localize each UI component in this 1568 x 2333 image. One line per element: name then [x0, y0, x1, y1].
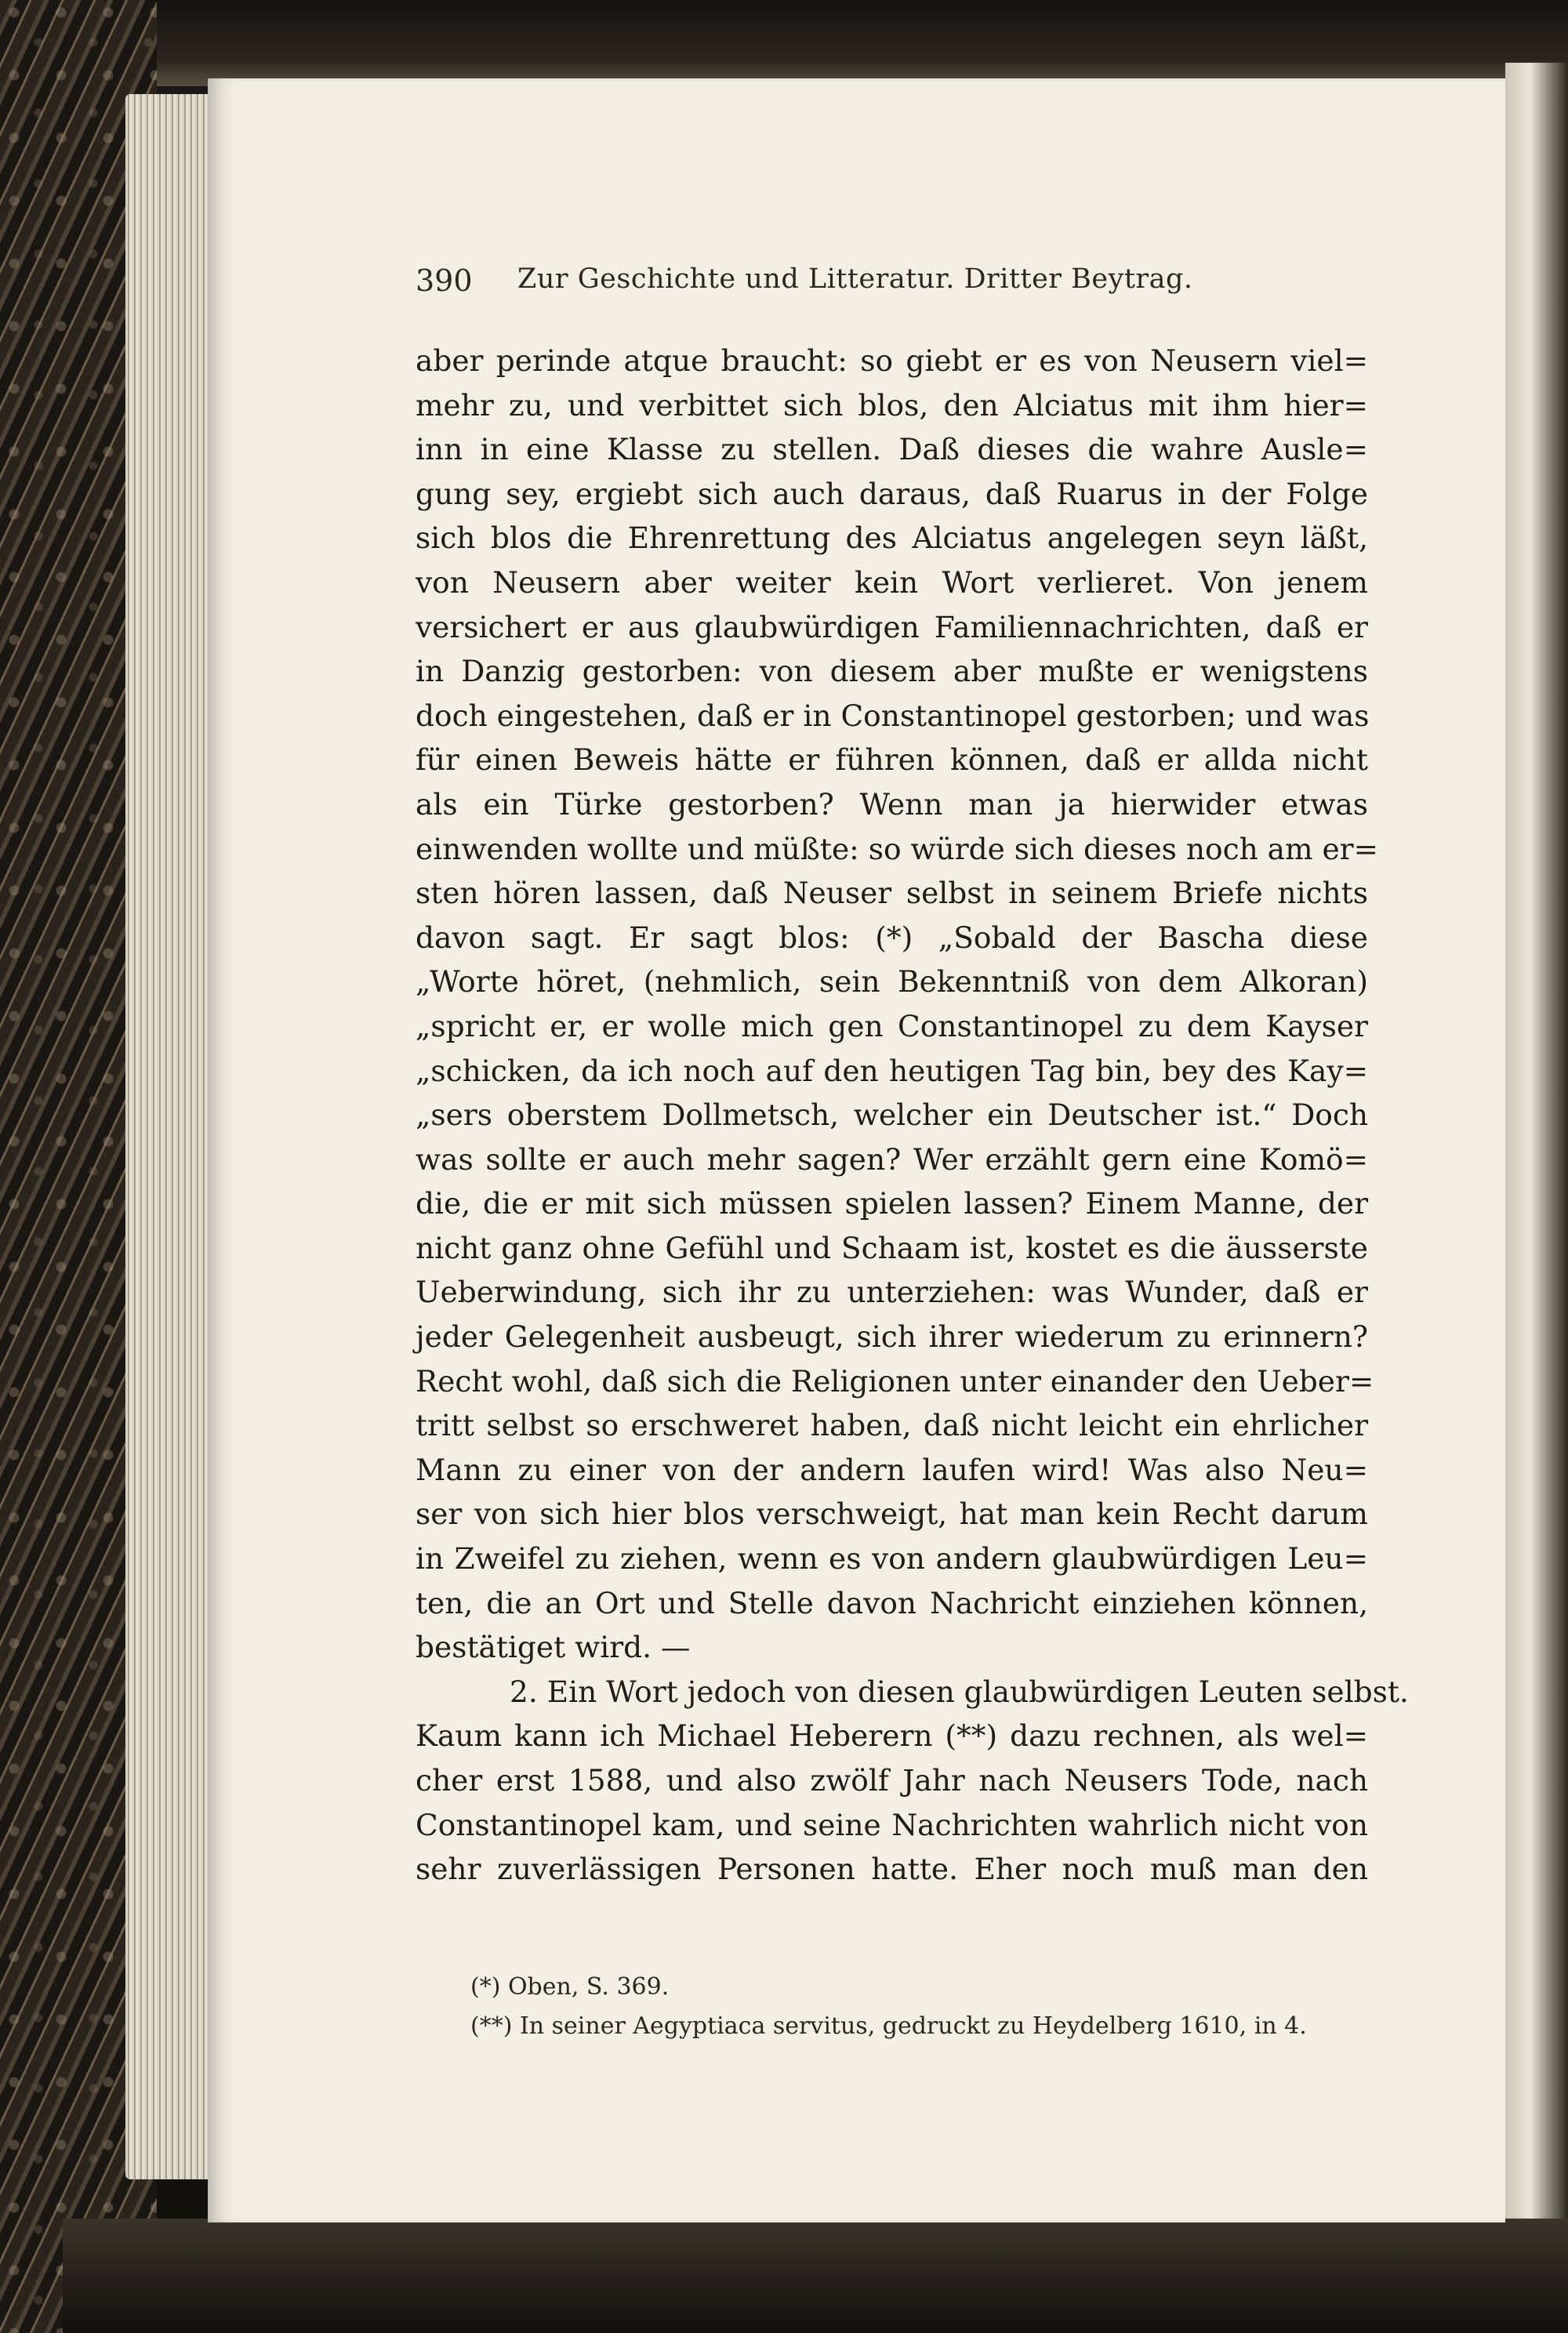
text-line: „Worte höret, (nehmlich, sein Bekenntniß von dem Alkoran) — [416, 964, 1368, 1000]
text-line: versichert er aus glaubwürdigen Familiennachrichten, daß er — [416, 609, 1368, 644]
text-line: was sollte er auch mehr sagen? Wer erzählt gern eine Komö= — [416, 1141, 1368, 1177]
text-line: tritt selbst so erschweret haben, daß nicht leicht ein ehrlicher — [416, 1408, 1368, 1443]
text-line: einwenden wollte und müßte: so würde sich dieses noch am er= — [416, 831, 1379, 866]
page-number: 390 — [416, 263, 473, 298]
text-line: Recht wohl, daß sich die Religionen unter einander den Ueber= — [416, 1363, 1374, 1399]
text-line: bestätiget wird. — — [416, 1630, 691, 1665]
text-line: gung sey, ergiebt sich auch daraus, daß Ruarus in der Folge — [416, 476, 1368, 511]
text-line: doch eingestehen, daß er in Constantinopel gestorben; und was — [416, 698, 1370, 733]
text-line: ten, die an Ort und Stelle davon Nachricht einziehen können, — [416, 1585, 1368, 1620]
text-line: davon sagt. Er sagt blos: (*) „Sobald der Bascha diese — [416, 920, 1368, 955]
paragraph-2-first-line: 2. Ein Wort jedoch von diesen glaubwürdigen Leuten selbst. — [510, 1674, 1409, 1709]
text-line: Kaum kann ich Michael Heberern (**) dazu rechnen, als wel= — [416, 1718, 1368, 1754]
text-line: nicht ganz ohne Gefühl und Schaam ist, kostet es die äusserste — [416, 1230, 1368, 1265]
page-header — [416, 263, 1388, 303]
text-line: als ein Türke gestorben? Wenn man ja hierwider etwas — [416, 786, 1368, 822]
text-line: sehr zuverlässigen Personen hatte. Eher noch muß man den — [416, 1852, 1368, 1887]
text-line: inn in eine Klasse zu stellen. Daß dieses die wahre Ausle= — [416, 432, 1368, 467]
footnotes — [470, 1968, 1388, 2046]
binding-top — [63, 0, 1568, 86]
text-line: „sers oberstem Dollmetsch, welcher ein Deutscher ist.“ Doch — [416, 1098, 1368, 1133]
text-line: mehr zu, und verbittet sich blos, den Alciatus mit ihm hier= — [416, 387, 1368, 423]
text-line: Constantinopel kam, und seine Nachrichten wahrlich nicht von — [416, 1807, 1368, 1842]
text-line: ser von sich hier blos verschweigt, hat man kein Recht darum — [416, 1497, 1368, 1532]
text-line: cher erst 1588, und also zwölf Jahr nach Neusers Tode, nach — [416, 1763, 1368, 1798]
text-line: „schicken, da ich noch auf den heutigen Tag bin, bey des Kay= — [416, 1053, 1368, 1088]
text-line: Ueberwindung, sich ihr zu unterziehen: was Wunder, daß er — [416, 1275, 1368, 1310]
text-line: jeder Gelegenheit ausbeugt, sich ihrer wiederum zu erinnern? — [416, 1319, 1368, 1355]
page-stack-edge — [125, 94, 220, 2179]
footnote-1: (*) Oben, S. 369. — [470, 1973, 670, 2001]
footnote-2: (**) In seiner Aegyptiaca servitus, gedruckt zu Heydelberg 1610, in 4. — [470, 2012, 1307, 2040]
binding-bottom — [63, 2219, 1568, 2333]
text-line: sich blos die Ehrenrettung des Alciatus angelegen seyn läßt, — [416, 521, 1368, 556]
text-line: von Neusern aber weiter kein Wort verlieret. Von jenem — [416, 564, 1368, 600]
text-line: „spricht er, er wolle mich gen Constantinopel zu dem Kayser — [416, 1008, 1368, 1043]
body-text — [416, 339, 1409, 1892]
text-line: aber perinde atque braucht: so giebt er es von Neusern viel= — [416, 343, 1368, 378]
text-line: sten hören lassen, daß Neuser selbst in seinem Briefe nichts — [416, 876, 1368, 911]
text-line: in Zweifel zu ziehen, wenn es von andern glaubwürdigen Leu= — [416, 1541, 1368, 1576]
text-line: die, die er mit sich müssen spielen lassen? Einem Manne, der — [416, 1186, 1368, 1221]
text-line: für einen Beweis hätte er führen können, daß er allda nicht — [416, 742, 1368, 778]
facing-page-edge — [1505, 63, 1568, 2258]
text-line: in Danzig gestorben: von diesem aber mußte er wenigstens — [416, 654, 1368, 689]
running-title: Zur Geschichte und Litteratur. Dritter Beytrag. — [517, 263, 1193, 295]
text-line: Mann zu einer von der andern laufen wird! Was also Neu= — [416, 1452, 1368, 1487]
